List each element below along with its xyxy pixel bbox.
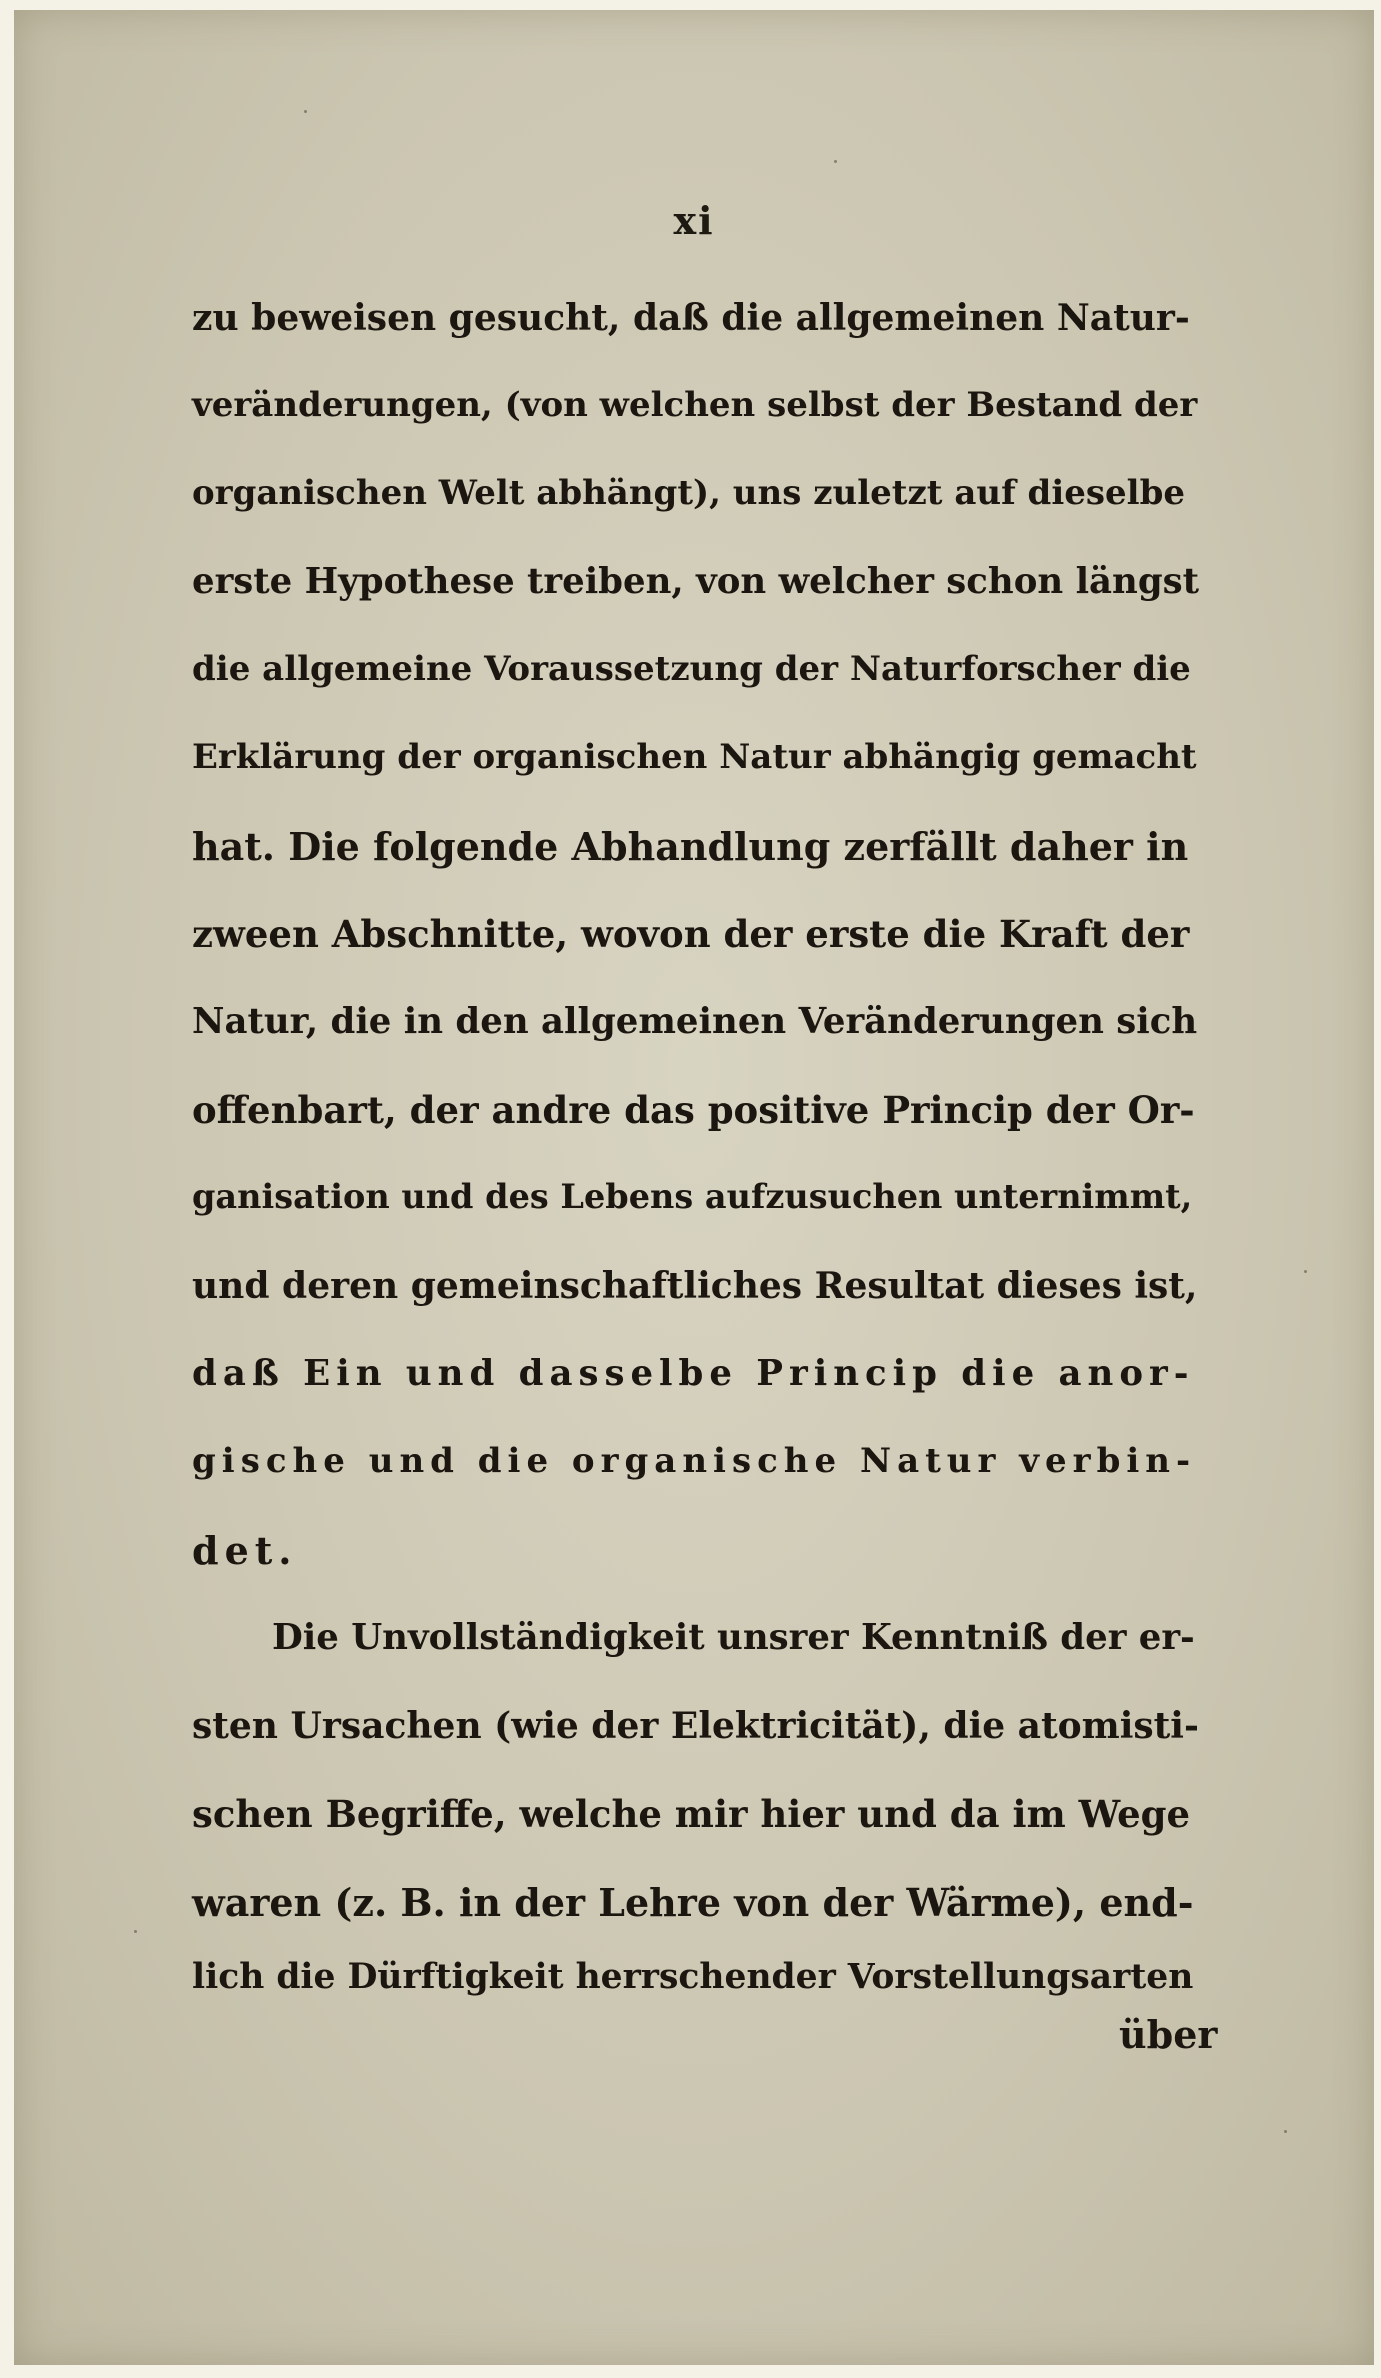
text-line: zu beweisen gesucht, daß die allgemeinen Natur- (192, 297, 1190, 339)
paper-speck (134, 1930, 137, 1933)
text-line: Erklärung der organischen Natur abhängig gemacht (192, 737, 1197, 777)
text-line: die allgemeine Voraussetzung der Naturforscher die (192, 649, 1191, 689)
text-line: schen Begriffe, welche mir hier und da im Wege (192, 1792, 1191, 1836)
book-page (14, 10, 1374, 2365)
text-line: erste Hypothese treiben, von welcher schon längst (192, 561, 1200, 602)
text-line: gische und die organische Natur verbin- (192, 1441, 1197, 1481)
text-line: waren (z. B. in der Lehre von der Wärme), end- (192, 1880, 1194, 1925)
paper-speck (1304, 1270, 1307, 1273)
paper-speck (304, 110, 307, 113)
paper-speck (1284, 2130, 1287, 2133)
text-line: veränderungen, (von welchen selbst der Bestand der (192, 385, 1198, 425)
catchword: über (1119, 2012, 1218, 2057)
text-line: sten Ursachen (wie der Elektricität), die atomisti- (192, 1705, 1199, 1747)
text-line: Natur, die in den allgemeinen Veränderungen sich (192, 1001, 1198, 1042)
text-line: Die Unvollständigkeit unsrer Kenntniß der er- (272, 1617, 1195, 1658)
text-line: offenbart, der andre das positive Princip der Or- (192, 1088, 1195, 1132)
text-line: hat. Die folgende Abhandlung zerfällt daher in (192, 824, 1189, 869)
text-line: ganisation und des Lebens aufzusuchen unternimmt, (192, 1177, 1193, 1216)
text-line: zween Abschnitte, wovon der erste die Kraft der (192, 912, 1190, 956)
text-line: lich die Dürftigkeit herrschender Vorstellungsarten (192, 1957, 1194, 1997)
text-line: und deren gemeinschaftliches Resultat dieses ist, (192, 1265, 1198, 1307)
paper-speck (834, 160, 837, 163)
text-line: organischen Welt abhängt), uns zuletzt auf dieselbe (192, 473, 1185, 513)
page-number: xi (673, 198, 715, 243)
text-line: daß Ein und dasselbe Princip die anor- (192, 1353, 1195, 1394)
text-line: det. (192, 1528, 298, 1573)
